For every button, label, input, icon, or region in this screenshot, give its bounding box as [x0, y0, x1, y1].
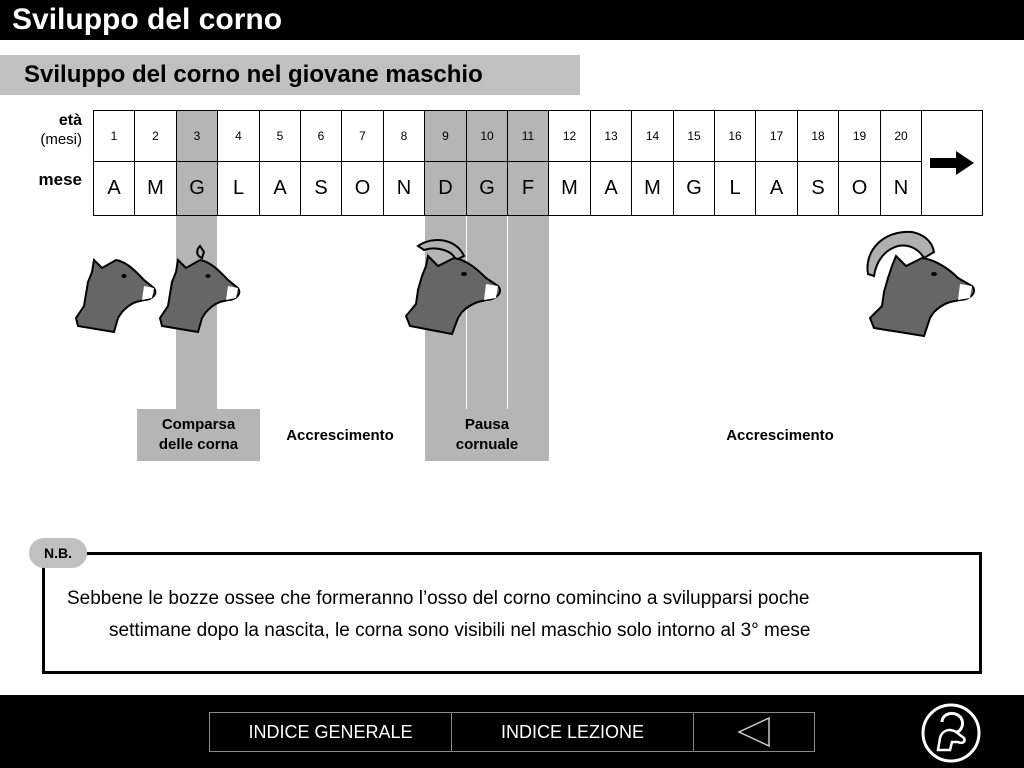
age-cell: 5: [260, 111, 301, 162]
age-cell: 7: [342, 111, 384, 162]
age-cell: 14: [632, 111, 674, 162]
title-bar: [0, 0, 1024, 40]
age-cell: 11: [508, 111, 549, 162]
month-cell: S: [301, 162, 342, 215]
note-box: [42, 552, 982, 674]
month-cell: L: [715, 162, 756, 215]
note-badge: N.B.: [29, 538, 87, 568]
timeline-arrow-cell: [922, 111, 982, 215]
month-cell: A: [756, 162, 798, 215]
back-button[interactable]: [694, 713, 814, 751]
month-cell: N: [881, 162, 922, 215]
age-cell: 15: [674, 111, 715, 162]
age-cell: 20: [881, 111, 922, 162]
month-cell: L: [218, 162, 260, 215]
month-cell: D: [425, 162, 467, 215]
page-title: Sviluppo del corno: [12, 3, 283, 36]
age-cell: 17: [756, 111, 798, 162]
phase-growth-2-label: Accrescimento: [726, 427, 834, 444]
footer-bar: [0, 695, 1024, 768]
age-cell: 12: [549, 111, 591, 162]
phase-horn-appearance: [137, 409, 260, 461]
month-cell: A: [94, 162, 135, 215]
month-cell: G: [177, 162, 218, 215]
month-cell: G: [467, 162, 508, 215]
right-arrow-icon: [930, 151, 974, 175]
age-cell: 2: [135, 111, 177, 162]
general-index-button[interactable]: INDICE GENERALE: [210, 713, 452, 751]
month-cell: O: [342, 162, 384, 215]
month-cell: F: [508, 162, 549, 215]
age-cell: 4: [218, 111, 260, 162]
age-row-label: età: [58, 112, 82, 129]
month-cell: G: [674, 162, 715, 215]
back-triangle-icon: [737, 716, 771, 748]
age-cell: 13: [591, 111, 632, 162]
note-line-1: Sebbene le bozze ossee che formeranno l’osso del corno comincino a svilupparsi poche: [67, 588, 810, 609]
phase-horn-appearance-label: Comparsa delle corna: [158, 416, 239, 453]
age-cell: 16: [715, 111, 756, 162]
age-cell: 9: [425, 111, 467, 162]
phase-horn-pause-label: Pausa cornuale: [455, 416, 519, 453]
footer-nav: [209, 712, 815, 752]
ibex-logo-icon[interactable]: [920, 702, 982, 764]
age-cell: 6: [301, 111, 342, 162]
month-cell: O: [839, 162, 881, 215]
age-cell: 18: [798, 111, 839, 162]
phase-growth-1-label: Accrescimento: [286, 427, 394, 444]
month-cell: A: [260, 162, 301, 215]
note-line-2: settimane dopo la nascita, le corna sono visibili nel maschio solo intorno al 3° mese: [109, 620, 811, 641]
month-cell: A: [591, 162, 632, 215]
age-cell: 8: [384, 111, 425, 162]
kid-head-hornless-icon: [72, 252, 158, 338]
month-cell: M: [135, 162, 177, 215]
timeline-table: [93, 110, 983, 216]
age-unit-label: (mesi): [40, 131, 82, 148]
kid-head-horn-buds-icon: [156, 244, 244, 338]
month-cell: S: [798, 162, 839, 215]
section-title: Sviluppo del corno nel giovane maschio: [24, 61, 483, 88]
month-cell: M: [632, 162, 674, 215]
lesson-index-button[interactable]: INDICE LEZIONE: [452, 713, 694, 751]
age-cell: 3: [177, 111, 218, 162]
adult-head-large-horn-icon: [860, 228, 984, 340]
young-head-small-horns-icon: [402, 236, 508, 338]
section-header: [0, 55, 580, 95]
month-cell: N: [384, 162, 425, 215]
age-cell: 10: [467, 111, 508, 162]
age-cell: 1: [94, 111, 135, 162]
month-row-label: mese: [38, 170, 82, 189]
month-cell: M: [549, 162, 591, 215]
age-cell: 19: [839, 111, 881, 162]
phase-horn-pause: [425, 409, 549, 461]
